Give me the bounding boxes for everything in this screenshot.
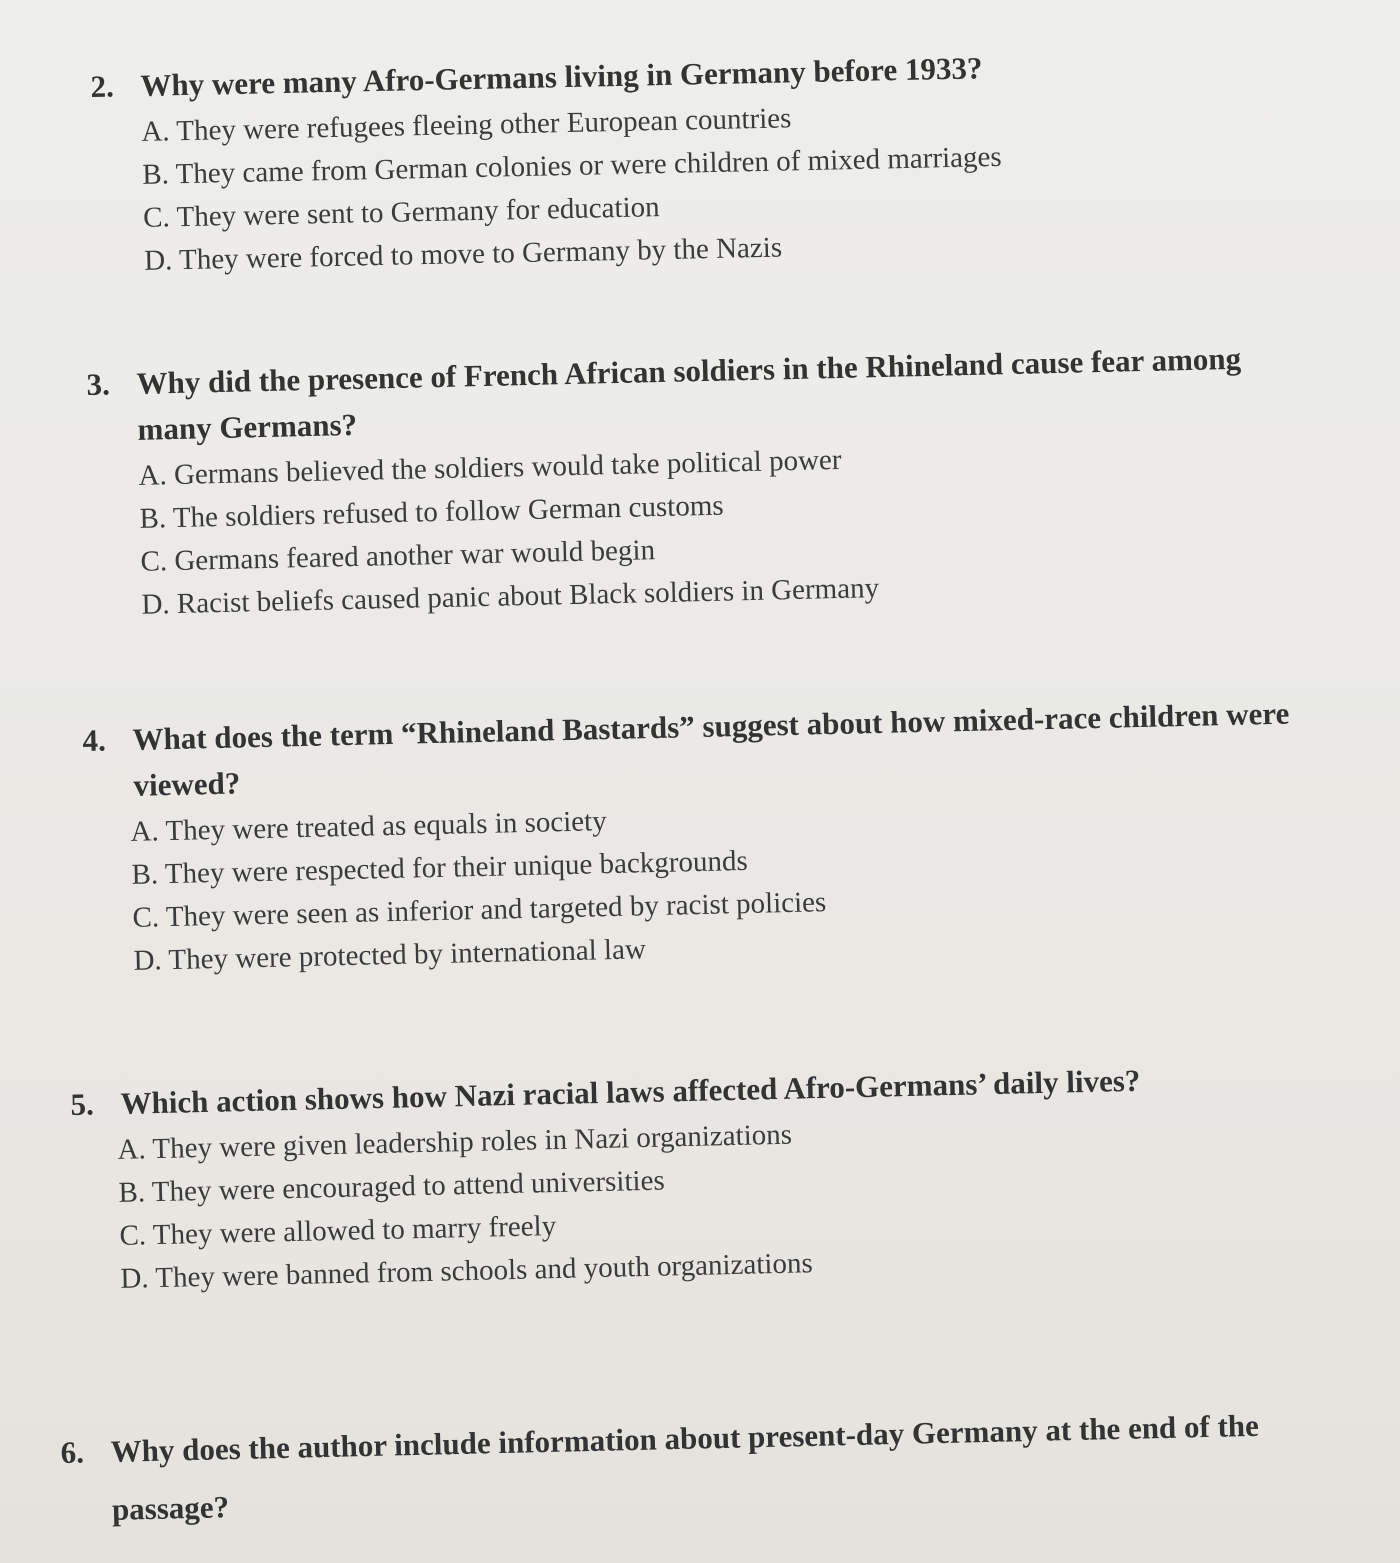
option-a: A. They were given leadership roles in Nazi organizations bbox=[117, 1118, 793, 1166]
question-number: 5. bbox=[70, 1086, 95, 1122]
option-c: C. Germans feared another war would begin bbox=[140, 534, 656, 578]
option-d: D. They were banned from schools and youth organizations bbox=[120, 1247, 814, 1295]
answer-options bbox=[138, 428, 1322, 627]
option-b: B. They were respected for their unique backgrounds bbox=[131, 844, 749, 891]
question-number: 6. bbox=[60, 1434, 85, 1470]
question-5 bbox=[70, 1055, 1275, 1302]
question-number: 3. bbox=[86, 366, 111, 402]
question-text: What does the term “Rhineland Bastards” suggest about how mixed-race children were viewed? bbox=[132, 695, 1290, 803]
option-d: D. They were forced to move to Germany by the Nazis bbox=[143, 231, 783, 277]
question-3 bbox=[86, 334, 1322, 628]
option-a: A. Germans believed the soldiers would take political power bbox=[138, 443, 842, 492]
option-c: C. They were sent to Germany for education bbox=[142, 191, 660, 234]
option-d: D. They were protected by international law bbox=[133, 933, 647, 977]
question-4 bbox=[82, 690, 1318, 984]
question-stem bbox=[60, 1394, 1372, 1540]
option-c: C. They were allowed to marry freely bbox=[119, 1210, 557, 1252]
answer-options bbox=[117, 1103, 1275, 1301]
option-b: B. They came from German colonies or were children of mixed marriages bbox=[141, 140, 1002, 191]
question-text: Which action shows how Nazi racial laws affected Afro-Germans’ daily lives? bbox=[120, 1062, 1141, 1121]
option-a: A. They were refugees fleeing other European countries bbox=[141, 102, 792, 148]
question-text: Why were many Afro-Germans living in Germany before 1933? bbox=[140, 50, 983, 103]
answer-options bbox=[141, 91, 1094, 283]
question-2 bbox=[90, 43, 1094, 284]
question-text: Why does the author include information about present-day Germany at the end of the passage? bbox=[110, 1407, 1260, 1527]
option-b: B. They were encouraged to attend universities bbox=[118, 1164, 666, 1209]
answer-options bbox=[130, 784, 1318, 983]
question-text: Why did the presence of French African soldiers in the Rhineland cause fear among many Germans? bbox=[136, 340, 1242, 447]
option-b: B. The soldiers refused to follow German customs bbox=[139, 489, 724, 535]
option-a: A. They were treated as equals in society bbox=[130, 805, 608, 848]
question-6 bbox=[60, 1394, 1372, 1540]
option-d: D. Racist beliefs caused panic about Black soldiers in Germany bbox=[141, 572, 880, 621]
option-c: C. They were seen as inferior and targeted by racist policies bbox=[132, 886, 827, 934]
question-number: 4. bbox=[82, 722, 107, 758]
question-number: 2. bbox=[90, 68, 115, 104]
